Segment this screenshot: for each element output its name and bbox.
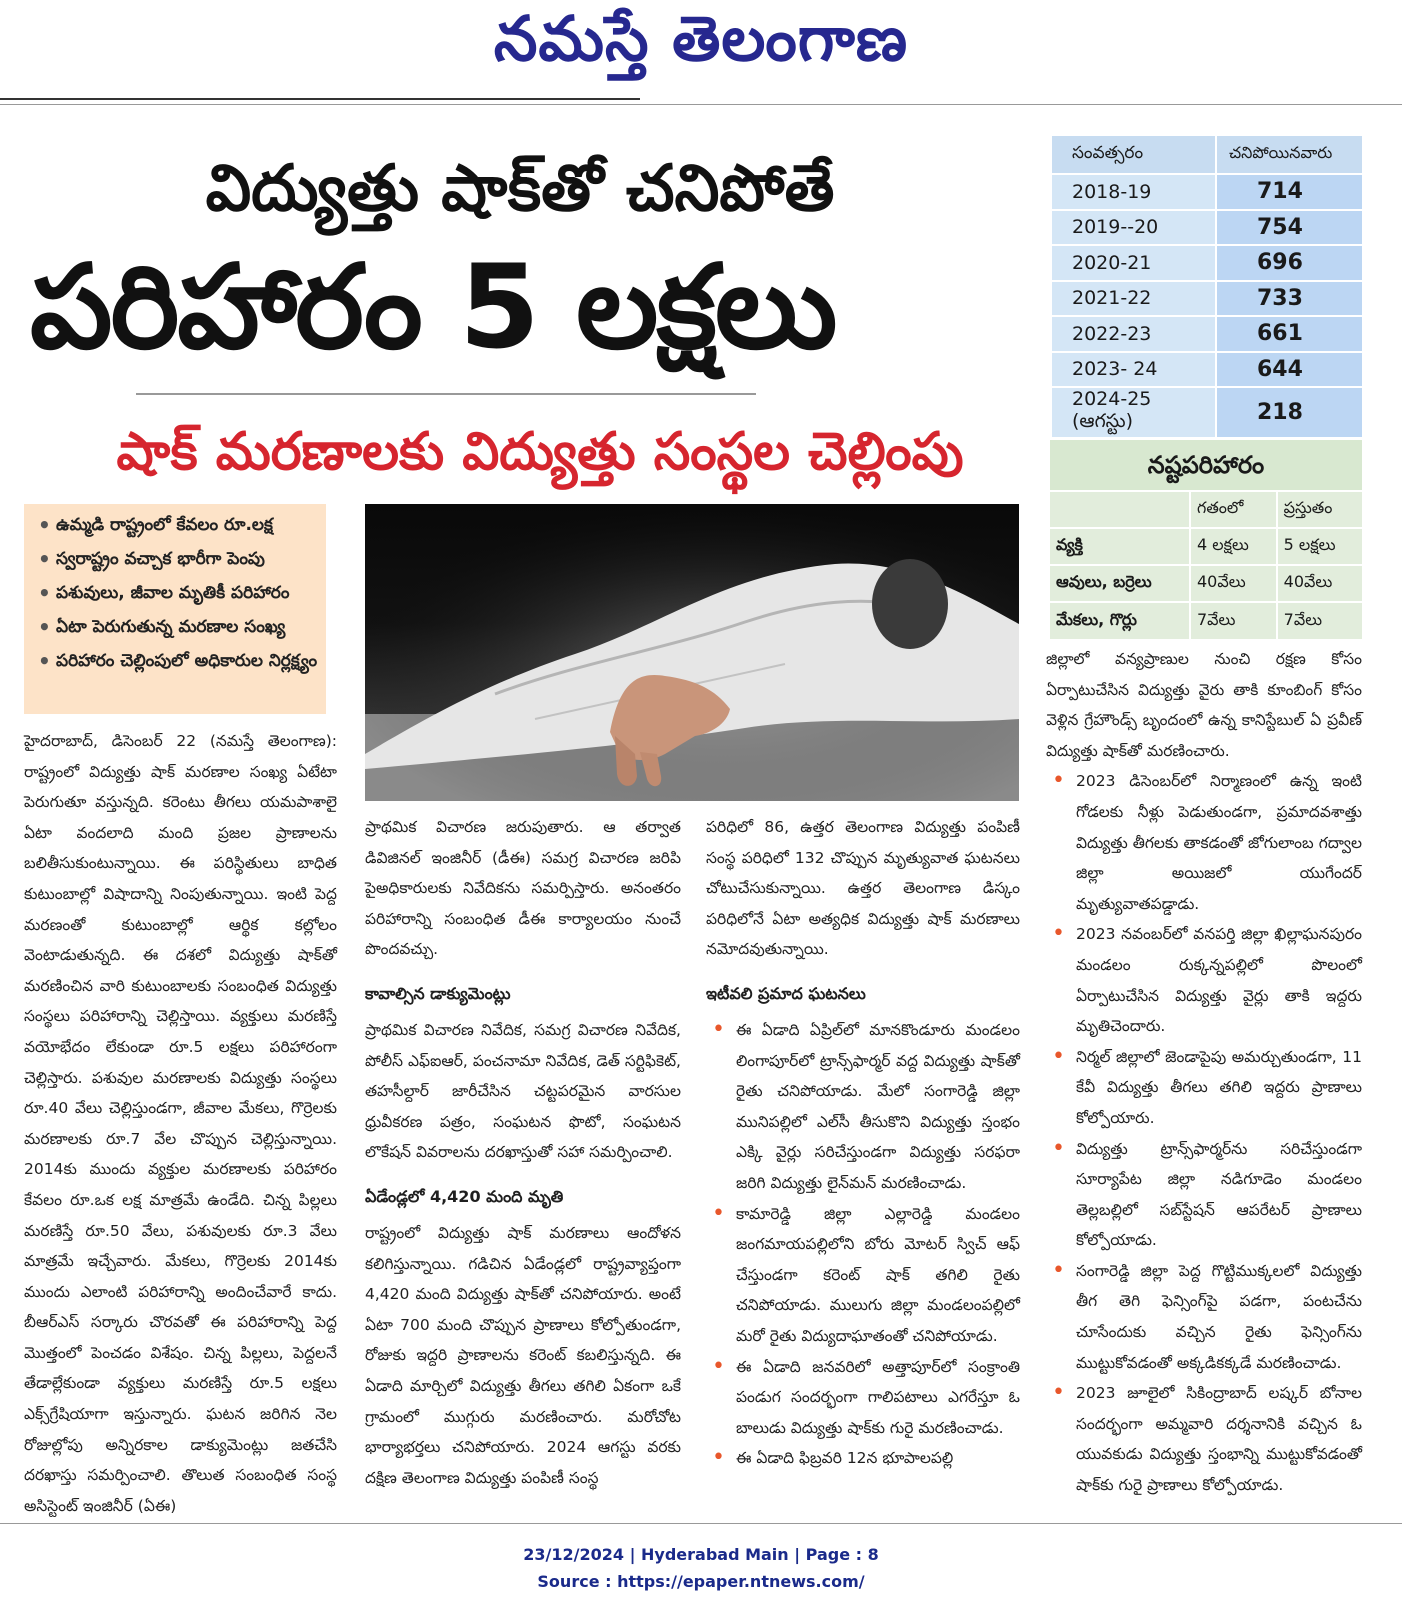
- empty-header-cell: [1050, 491, 1190, 528]
- row-label: మేకలు, గొర్లు: [1050, 602, 1190, 639]
- list-item: • 2023 జూలైలో సికింద్రాబాద్‌ లష్కర్‌ బోనాల సందర్భంగా అమ్మవారి దర్శనానికి వచ్చిన ఓ యువకుడు విద్యుత్తు స్తంభాన్ని ముట్టుకోవడంతో షాక్‌కు గురై ప్రాణాలు కోల్పోయాడు.: [1046, 1378, 1362, 1500]
- past-cell: 7వేలు: [1190, 602, 1277, 639]
- past-cell: 4 లక్షలు: [1190, 528, 1277, 565]
- article-paragraph: పరిధిలో 86, ఉత్తర తెలంగాణ విద్యుత్తు పంపిణీ సంస్థ పరిధిలో 132 చొప్పున మృత్యువాత ఘటనలు చోటుచేసుకున్నాయి. ఉత్తర తెలంగాణ డిస్కం పరిధిలోనే ఏటా అత్యధిక విద్యుత్తు షాక్‌ మరణాలు నమోదవుతున్నాయి.: [706, 818, 1020, 959]
- deaths-cell: 733: [1216, 281, 1362, 317]
- compensation-title: నష్టపరిహారం: [1050, 440, 1362, 490]
- column-header-year: సంవత్సరం: [1052, 136, 1216, 174]
- article-paragraph: హైదరాబాద్‌, డిసెంబర్‌ 22 (నమస్తే తెలంగాణ): రాష్ట్రంలో విద్యుత్తు షాక్‌ మరణాల సంఖ్య ఏటేటా పెరుగుతూ వస్తున్నది. కరెంటు తీగలు యమపాశాలై ఏటా వందలాది మంది ప్రజల ప్రాణాలను బలితీసుకుంటున్నాయి. ఈ పరిస్థితులు బాధిత కుటుంబాల్లో విషాదాన్ని నింపుతున్నాయి. ఇంటి పెద్ద మరణంతో కుటుంబాల్లో ఆర్థిక కల్లోలం వెంటాడుతున్నది. ఈ దశలో విద్యుత్తు షాక్‌తో మరణించిన వారి కుటుంబాలకు సంబంధిత విద్యుత్తు సంస్థలు పరిహారాన్ని చెల్లిస్తాయి. వ్యక్తులు మరణిస్తే వయోభేదం లేకుండా రూ.5 లక్షలు పరిహారంగా చెల్లిస్తారు. పశువుల మరణాలకు విద్యుత్తు సంస్థలు రూ.40 వేలు చెల్లిస్తుండగా, జీవాల మేకలు, గొర్రెలకు మరణాలకు రూ.7 వేల చొప్పున చెల్లిస్తున్నాయి. 2014కు ముందు వ్యక్తుల మరణాలకు పరిహారం కేవలం రూ.ఒక లక్ష మాత్రమే ఉండేది. చిన్న పిల్లలు మరణిస్తే రూ.50 వేలు, పశువులకు రూ.3 వేలు మాత్రమే ఇచ్చేవారు. మేకలు, గొర్రెలకు 2014కు ముందు ఎలాంటి పరిహారాన్ని అందించేవారే కాదు. బీఆర్‌ఎస్‌ సర్కారు చొరవతో ఈ పరిహారాన్ని పెద్ద మొత్తంలో పెంచడం విశేషం. చిన్న పిల్లలు, పెద్దలనే తేడాల్లేకుండా వ్యక్తులు మరణిస్తే రూ.5 లక్షలు ఎక్స్‌గ్రేషియాగా ఇస్తున్నారు. ఘటన జరిగిన నెల రోజుల్లోపు అన్నిరకాల డాక్యుమెంట్లు జతచేసి దరఖాస్తు సమర్పించాలి. తొలుత సంబంధిత సంస్థ అసిస్టెంట్‌ ఇంజినీర్‌ (ఏఈ): [24, 732, 337, 1515]
- article-photo: [365, 504, 1019, 801]
- year-cell: 2020-21: [1052, 245, 1216, 281]
- article-paragraph: ప్రాథమిక విచారణ నివేదిక, సమగ్ర విచారణ నివేదిక, పోలీస్‌ ఎఫ్‌ఐఆర్‌, పంచనామా నివేదిక, డెత్‌ సర్టిఫికెట్‌, తహసీల్దార్‌ జారీచేసిన చట్టపరమైన వారసుల ధ్రువీకరణ పత్రం, సంఘటన ఫొటో, సంఘటన లొకేషన్‌ వివరాలను దరఖాస్తుతో సహా సమర్పించాలి.: [365, 1020, 681, 1162]
- deaths-cell: 218: [1216, 387, 1362, 438]
- table-row: [1052, 352, 1362, 388]
- compensation-table: [1050, 490, 1362, 639]
- year-cell: 2021-22: [1052, 281, 1216, 317]
- column-header-past: గతంలో: [1190, 491, 1277, 528]
- highlights-box: [24, 504, 326, 714]
- article-column-4: [1046, 644, 1362, 1501]
- list-item: • ఉమ్మడి రాష్ట్రంలో కేవలం రూ.లక్ష: [36, 508, 320, 542]
- article-column-2: [365, 812, 681, 1493]
- footer-source-link[interactable]: Source : https://epaper.ntnews.com/: [537, 1572, 865, 1591]
- newspaper-logo: నమస్తే తెలంగాణ: [493, 2, 909, 75]
- year-cell: 2018-19: [1052, 174, 1216, 210]
- column-header-deaths: చనిపోయినవారు: [1216, 136, 1362, 174]
- deaths-cell: 644: [1216, 352, 1362, 388]
- table-row: [1052, 281, 1362, 317]
- year-cell: 2019--20: [1052, 210, 1216, 246]
- list-item: • విద్యుత్తు ట్రాన్స్‌ఫార్మర్‌ను సరిచేస్తుండగా సూర్యాపేట జిల్లా నడిగూడెం మండలం తెల్లబల్లిలో సబ్‌స్టేషన్‌ ఆపరేటర్‌ ప్రాణాలు కోల్పోయాడు.: [1046, 1134, 1362, 1256]
- present-cell: 7వేలు: [1277, 602, 1362, 639]
- deaths-cell: 661: [1216, 316, 1362, 352]
- table-row: [1052, 245, 1362, 281]
- table-row: [1052, 174, 1362, 210]
- list-item: • స్వరాష్ట్రం వచ్చాక భారీగా పెంపు: [36, 542, 320, 576]
- covered-body-illustration: [365, 504, 1019, 801]
- masthead-divider: [0, 104, 1402, 105]
- deaths-cell: 696: [1216, 245, 1362, 281]
- masthead-rule: [0, 98, 640, 100]
- deaths-cell: 754: [1216, 210, 1362, 246]
- row-label: వ్యక్తి: [1050, 528, 1190, 565]
- list-item: • 2023 నవంబర్‌లో వనపర్తి జిల్లా ఖిల్లాఘనపురం మండలం రుక్కన్నపల్లిలో పొలంలో ఏర్పాటుచేసిన విద్యుత్తు వైర్లు తాకి ఇద్దరు మృతిచెందారు.: [1046, 919, 1362, 1041]
- table-row: [1052, 316, 1362, 352]
- present-cell: 5 లక్షలు: [1277, 528, 1362, 565]
- masthead: [0, 0, 1402, 104]
- table-row: [1052, 387, 1362, 438]
- list-item: • నిర్మల్‌ జిల్లాలో జెండాపైపు అమర్చుతుండగా, 11 కేవీ విద్యుత్తు తీగలు తగిలి ఇద్దరు ప్రాణాలు కోల్పోయారు.: [1046, 1042, 1362, 1134]
- table-row: [1050, 528, 1362, 565]
- deaths-by-year-table: [1052, 136, 1362, 439]
- row-label: ఆవులు, బర్రెలు: [1050, 565, 1190, 602]
- section-heading-deaths: ఏడేండ్లలో 4,420 మంది మృతి: [365, 1186, 564, 1206]
- list-item: • 2023 డిసెంబర్‌లో నిర్మాణంలో ఉన్న ఇంటి గోడలకు నీళ్లు పెడుతుండగా, ప్రమాదవశాత్తు విద్యుత్తు తీగలకు తాకడంతో జోగులాంబ గద్వాల జిల్లా అయిజలో యుగేందర్‌ మృత్యువాతపడ్డాడు.: [1046, 766, 1362, 919]
- article-column-3: [706, 812, 1020, 1474]
- column-header-present: ప్రస్తుతం: [1277, 491, 1362, 528]
- headline-divider: [136, 393, 756, 395]
- incidents-list: [706, 1015, 1020, 1474]
- footer-edition-info: 23/12/2024 | Hyderabad Main | Page : 8: [523, 1545, 879, 1564]
- table-header-row: [1052, 136, 1362, 174]
- article-paragraph: ప్రాథమిక విచారణ జరుపుతారు. ఆ తర్వాత డివిజినల్‌ ఇంజినీర్‌ (డీఈ) సమగ్ర విచారణ జరిపి పైఅధికారులకు నివేదికను సమర్పిస్తారు. అనంతరం పరిహారాన్ని సంబంధిత డీఈ కార్యాలయం నుంచే పొందవచ్చు.: [365, 818, 681, 959]
- table-row: [1052, 210, 1362, 246]
- list-item: • ఏటా పెరుగుతున్న మరణాల సంఖ్య: [36, 610, 320, 644]
- compensation-box: [1050, 440, 1362, 639]
- year-cell: 2024-25 (ఆగస్టు): [1052, 387, 1216, 438]
- headline-line-2: పరిహారం 5 లక్షలు: [30, 240, 836, 375]
- section-heading-documents: కావాల్సిన డాక్యుమెంట్లు: [365, 983, 511, 1003]
- section-heading-incidents: ఇటీవలి ప్రమాద ఘటనలు: [706, 983, 866, 1003]
- table-header-row: [1050, 491, 1362, 528]
- deaths-cell: 714: [1216, 174, 1362, 210]
- table-row: [1050, 565, 1362, 602]
- article-column-1: [24, 726, 337, 1521]
- footer-divider: [0, 1523, 1402, 1524]
- list-item: • సంగారెడ్డి జిల్లా పెద్ద గొట్టిముక్కలలో విద్యుత్తు తీగ తెగి ఫెన్సింగ్‌పై పడగా, పంటచేను చూసేందుకు వచ్చిన రైతు ఫెన్సింగ్‌ను ముట్టుకోవడంతో అక్కడికక్కడే మరణించాడు.: [1046, 1256, 1362, 1378]
- list-item: • ఈ ఏడాది ఏప్రిల్‌లో మానకొండూరు మండలం లింగాపూర్‌లో ట్రాన్స్‌ఫార్మర్‌ వద్ద విద్యుత్తు షాక్‌తో రైతు చనిపోయాడు. మేలో సంగారెడ్డి జిల్లా మునిపల్లిలో ఎల్‌సీ తీసుకొని విద్యుత్తు స్తంభం ఎక్కి వైర్లు సరిచేస్తుండగా విద్యుత్తు సరఫరా జరిగి విద్యుత్తు లైన్‌మన్‌ మరణించాడు.: [706, 1015, 1020, 1199]
- table-row: [1050, 602, 1362, 639]
- article-paragraph: రాష్ట్రంలో విద్యుత్తు షాక్‌ మరణాలు ఆందోళన కలిగిస్తున్నాయి. గడిచిన ఏడేండ్లలో రాష్ట్రవ్యాప్తంగా 4,420 మంది విద్యుత్తు షాక్‌తో చనిపోయారు. అంటే ఏటా 700 మంది చొప్పున ప్రాణాలు కోల్పోతుండగా, రోజుకు ఇద్దరి ప్రాణాలను కరెంట్‌ కబలిస్తున్నది. ఈ ఏడాది మార్చిలో విద్యుత్తు తీగలు తగిలి ఏకంగా ఒకే గ్రామంలో ముగ్గురు మరణించారు. మరోచోట భార్యాభర్తలు చనిపోయారు. 2024 ఆగస్టు వరకు దక్షిణ తెలంగాణ విద్యుత్తు పంపిణీ సంస్థ: [365, 1223, 681, 1487]
- article-paragraph: జిల్లాలో వన్యప్రాణుల నుంచి రక్షణ కోసం ఏర్పాటుచేసిన విద్యుత్తు వైరు తాకి కూంబింగ్‌ కోసం వెళ్లిన గ్రేహౌండ్స్‌ బృందంలో ఉన్న కానిస్టేబుల్‌ ఏ ప్రవీణ్‌ విద్యుత్తు షాక్‌తో మరణించారు.: [1046, 650, 1362, 760]
- present-cell: 40వేలు: [1277, 565, 1362, 602]
- year-cell: 2022-23: [1052, 316, 1216, 352]
- list-item: • పరిహారం చెల్లింపులో అధికారుల నిర్లక్ష్యం: [36, 644, 320, 678]
- subheadline: షాక్‌ మరణాలకు విద్యుత్తు సంస్థల చెల్లింపు: [116, 422, 964, 482]
- year-cell: 2023- 24: [1052, 352, 1216, 388]
- highlights-list: [36, 508, 320, 678]
- headline-line-1: విద్యుత్తు షాక్‌తో చనిపోతే: [205, 152, 835, 226]
- list-item: • ఈ ఏడాది జనవరిలో అత్తాపూర్‌లో సంక్రాంతి పండుగ సందర్భంగా గాలిపటాలు ఎగరేస్తూ ఓ బాలుడు విద్యుత్తు షాక్‌కు గురై మరణించాడు.: [706, 1352, 1020, 1444]
- list-item: • కామారెడ్డి జిల్లా ఎల్లారెడ్డి మండలం జంగమాయపల్లిలోని బోరు మోటర్‌ స్విచ్‌ ఆఫ్‌ చేస్తుండగా కరెంట్‌ షాక్‌ తగిలి రైతు చనిపోయాడు. ములుగు జిల్లా మండలంపల్లిలో మరో రైతు విద్యుదాఘాతంతో చనిపోయాడు.: [706, 1199, 1020, 1352]
- list-item: • పశువులు, జీవాల మృతికీ పరిహారం: [36, 576, 320, 610]
- incidents-list-continued: [1046, 766, 1362, 1500]
- past-cell: 40వేలు: [1190, 565, 1277, 602]
- list-item: • ఈ ఏడాది ఫిబ్రవరి 12న భూపాలపల్లి: [706, 1443, 1020, 1474]
